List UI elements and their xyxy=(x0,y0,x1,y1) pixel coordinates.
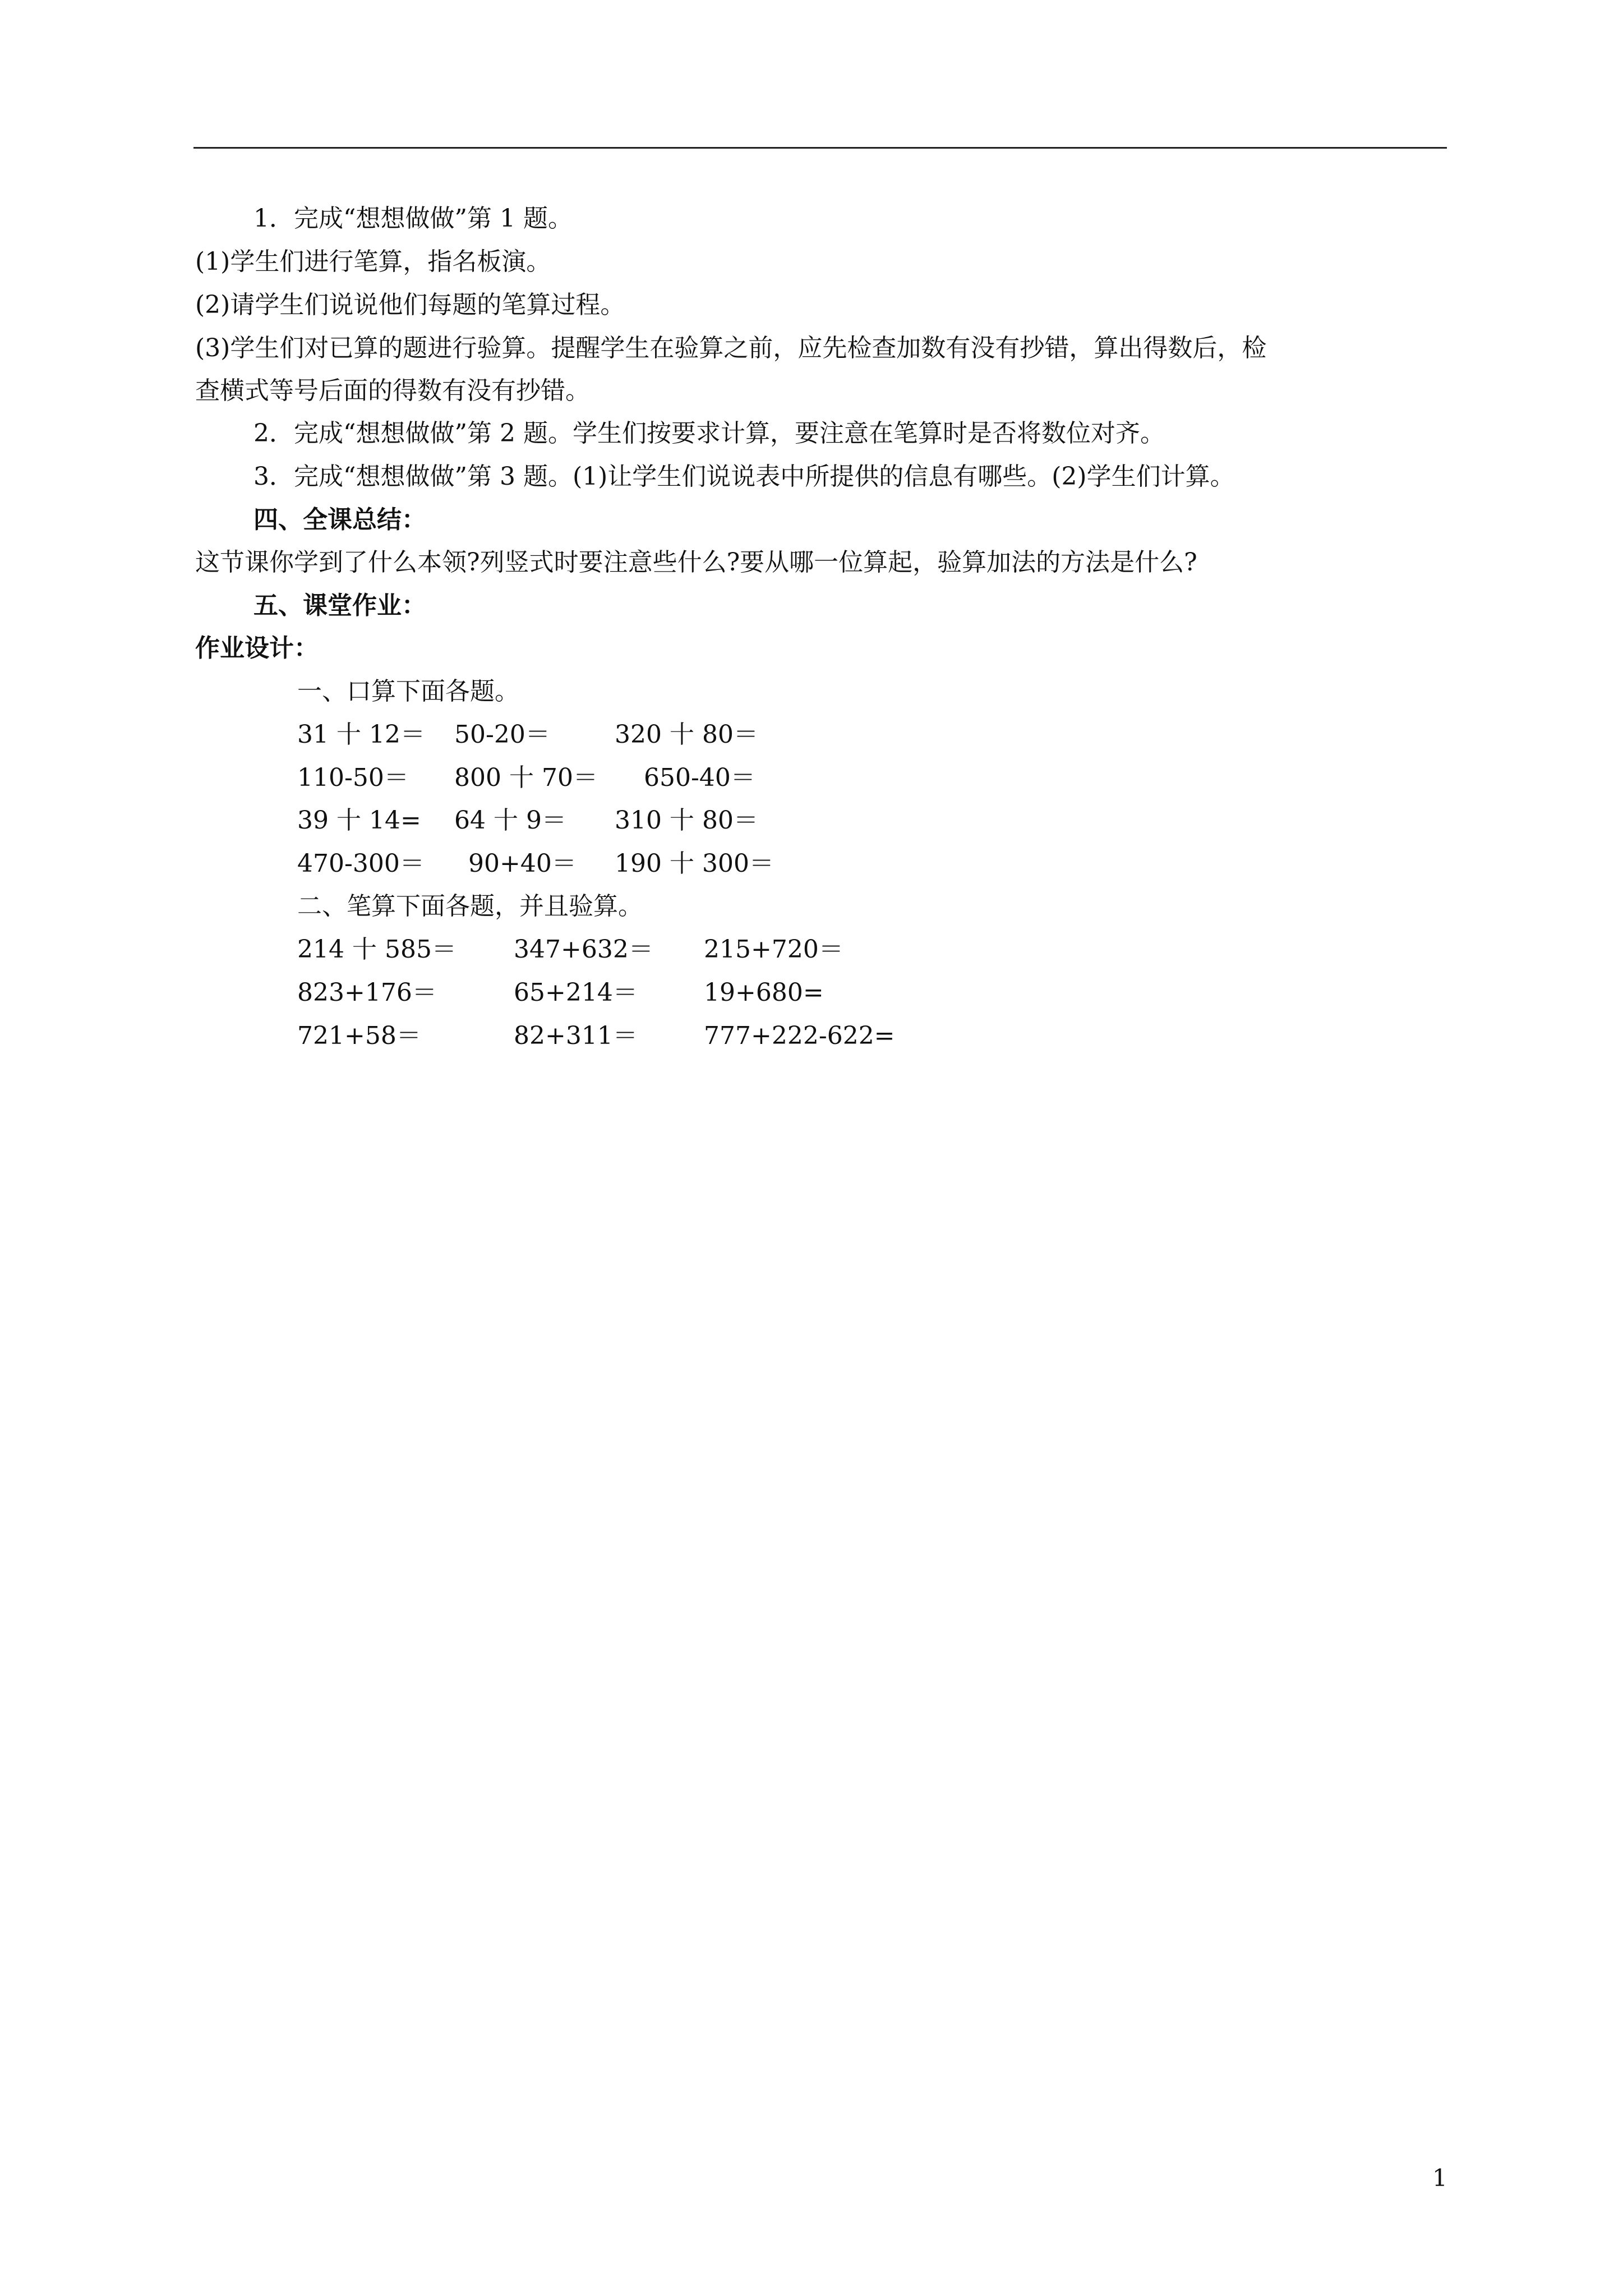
section-written-title: 二、笔算下面各题，并且验算。 xyxy=(297,892,643,921)
paragraph-step-2: (2)请学生们说说他们每题的笔算过程。 xyxy=(195,291,625,319)
exercise: 39 十 14= xyxy=(297,806,421,835)
exercise: 470-300＝ xyxy=(297,849,425,878)
exercise: 215+720＝ xyxy=(704,935,843,964)
exercise: 347+632＝ xyxy=(514,935,653,964)
paragraph-task-1: 1．完成“想想做做”第 1 题。 xyxy=(253,204,573,233)
exercise: 31 十 12＝ xyxy=(297,720,425,749)
exercise: 65+214＝ xyxy=(514,978,638,1007)
heading-summary: 四、全课总结： xyxy=(253,505,426,534)
header-rule xyxy=(193,147,1447,149)
exercise: 310 十 80＝ xyxy=(615,806,758,835)
exercise: 90+40＝ xyxy=(468,849,577,878)
exercise: 214 十 585＝ xyxy=(297,935,457,964)
page-number: 1 xyxy=(1432,2164,1447,2192)
exercise: 650-40＝ xyxy=(644,763,755,792)
paragraph-task-2: 2．完成“想想做做”第 2 题。学生们按要求计算，要注意在笔算时是否将数位对齐。 xyxy=(253,419,1165,448)
exercise: 110-50＝ xyxy=(297,763,409,792)
paragraph-task-3: 3．完成“想想做做”第 3 题。(1)让学生们说说表中所提供的信息有哪些。(2)学生们计算。 xyxy=(253,462,1235,491)
paragraph-summary: 这节课你学到了什么本领?列竖式时要注意些什么?要从哪一位算起，验算加法的方法是什么? xyxy=(195,548,1197,577)
exercise: 190 十 300＝ xyxy=(615,849,774,878)
heading-homework: 五、课堂作业： xyxy=(253,591,426,620)
heading-homework-design: 作业设计： xyxy=(195,634,319,662)
paragraph-step-3-line-1: (3)学生们对已算的题进行验算。提醒学生在验算之前，应先检查加数有没有抄错，算出得数后，检 xyxy=(195,334,1267,362)
exercise: 823+176＝ xyxy=(297,978,437,1007)
paragraph-step-1: (1)学生们进行笔算，指名板演。 xyxy=(195,247,551,276)
exercise: 82+311＝ xyxy=(514,1022,638,1050)
section-oral-title: 一、口算下面各题。 xyxy=(297,677,519,706)
exercise: 721+58＝ xyxy=(297,1022,421,1050)
paragraph-step-3-line-2: 查横式等号后面的得数有没有抄错。 xyxy=(195,376,590,405)
exercise: 800 十 70＝ xyxy=(454,763,598,792)
exercise: 777+222-622= xyxy=(704,1022,895,1050)
exercise: 50-20＝ xyxy=(454,720,550,749)
exercise: 64 十 9＝ xyxy=(454,806,566,835)
exercise: 19+680= xyxy=(704,978,824,1007)
exercise: 320 十 80＝ xyxy=(615,720,758,749)
